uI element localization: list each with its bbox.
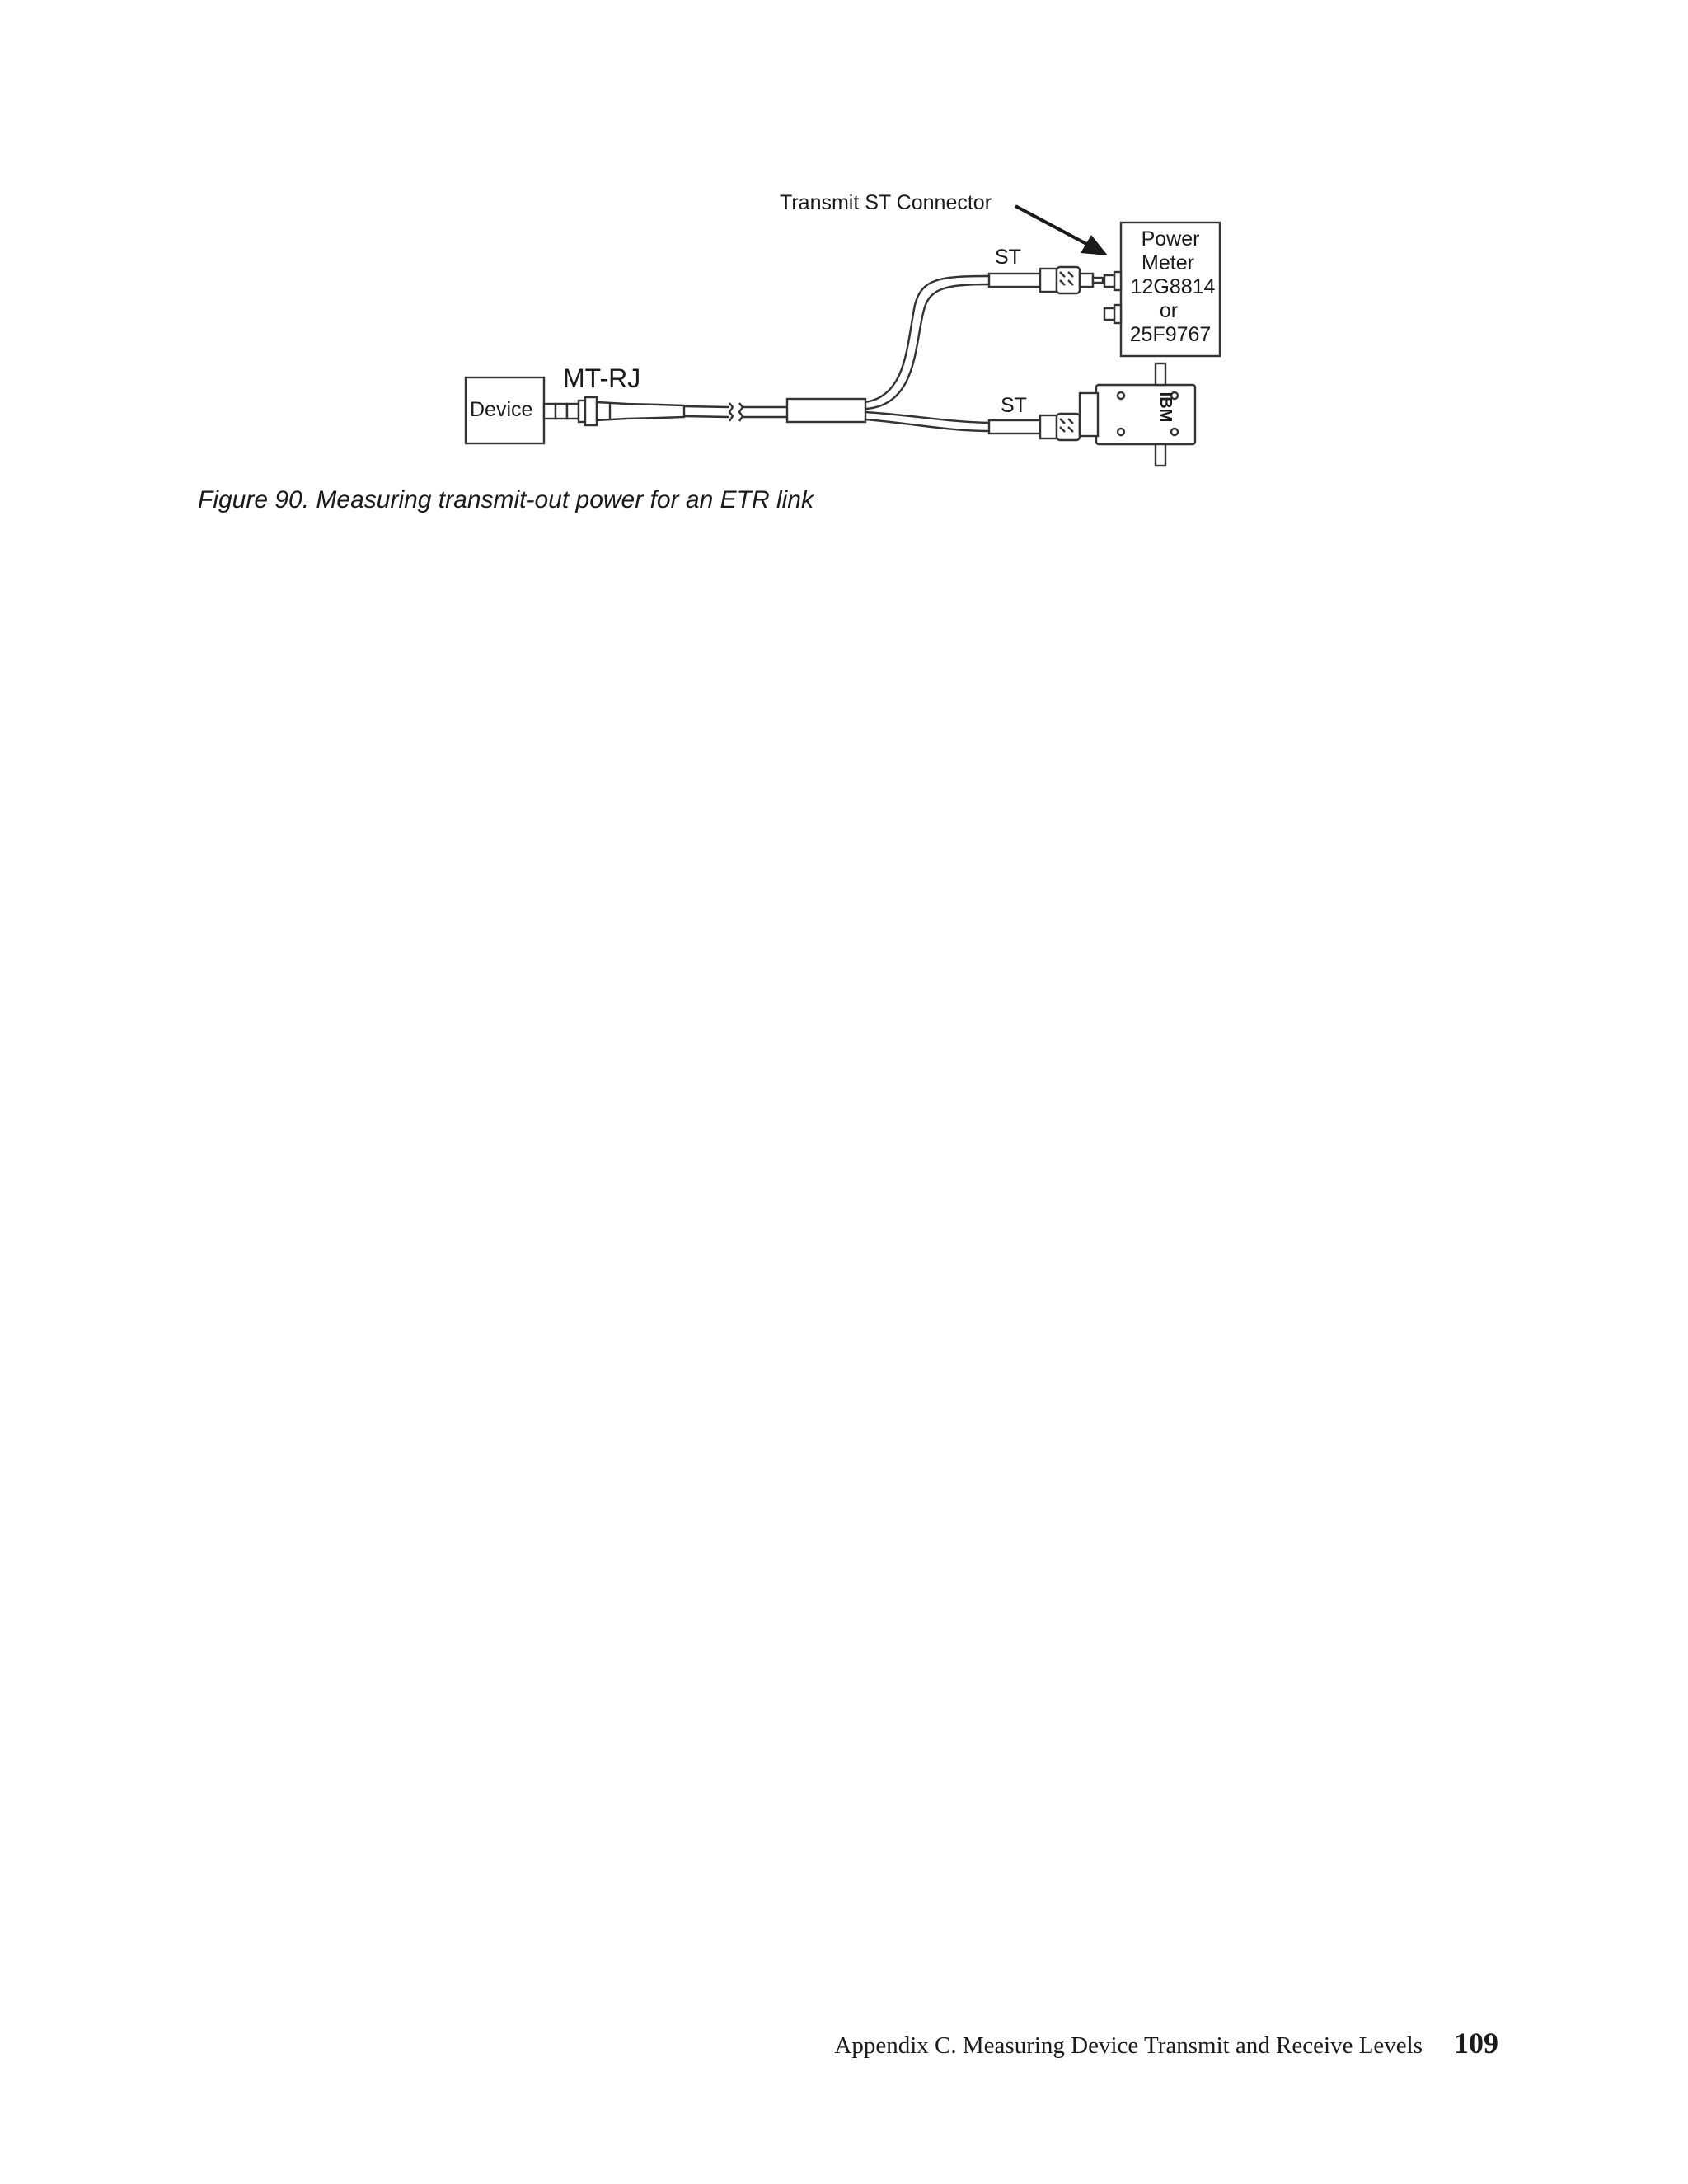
power-meter-line: 25F9767 bbox=[1129, 323, 1212, 346]
transmit-connector-label: Transmit ST Connector bbox=[780, 191, 992, 214]
power-meter-line: Power bbox=[1141, 227, 1200, 251]
st-connector-bottom bbox=[989, 414, 1093, 440]
cable-branch-top bbox=[865, 276, 989, 409]
mtrj-label: MT-RJ bbox=[563, 363, 641, 393]
st-connector-top bbox=[989, 267, 1103, 293]
cable-branch-bottom bbox=[865, 412, 989, 431]
figure-caption: Figure 90. Measuring transmit-out power for an ETR link bbox=[198, 486, 814, 513]
arrow-line bbox=[1015, 206, 1090, 246]
main-cable bbox=[684, 403, 787, 421]
page-number: 109 bbox=[1454, 2027, 1498, 2060]
footer-text: Appendix C. Measuring Device Transmit and Receive Levels bbox=[834, 2032, 1423, 2059]
mtrj-connector bbox=[544, 397, 684, 425]
power-meter-line: 12G8814 bbox=[1130, 275, 1216, 298]
device-label: Device bbox=[470, 398, 533, 421]
power-meter-line: Meter bbox=[1142, 251, 1194, 274]
power-meter-line: or bbox=[1159, 299, 1179, 322]
power-meter-port-top bbox=[1104, 272, 1121, 290]
arrow-head bbox=[1081, 235, 1108, 255]
power-meter-port-bottom bbox=[1104, 305, 1121, 323]
splitter-sleeve bbox=[787, 399, 865, 422]
page-footer bbox=[834, 2026, 1498, 2060]
meter-logo: IBM bbox=[1156, 391, 1175, 423]
meter-device-drawing bbox=[1080, 363, 1195, 466]
st-top-label: ST bbox=[995, 246, 1021, 269]
st-bottom-label: ST bbox=[1001, 394, 1027, 417]
